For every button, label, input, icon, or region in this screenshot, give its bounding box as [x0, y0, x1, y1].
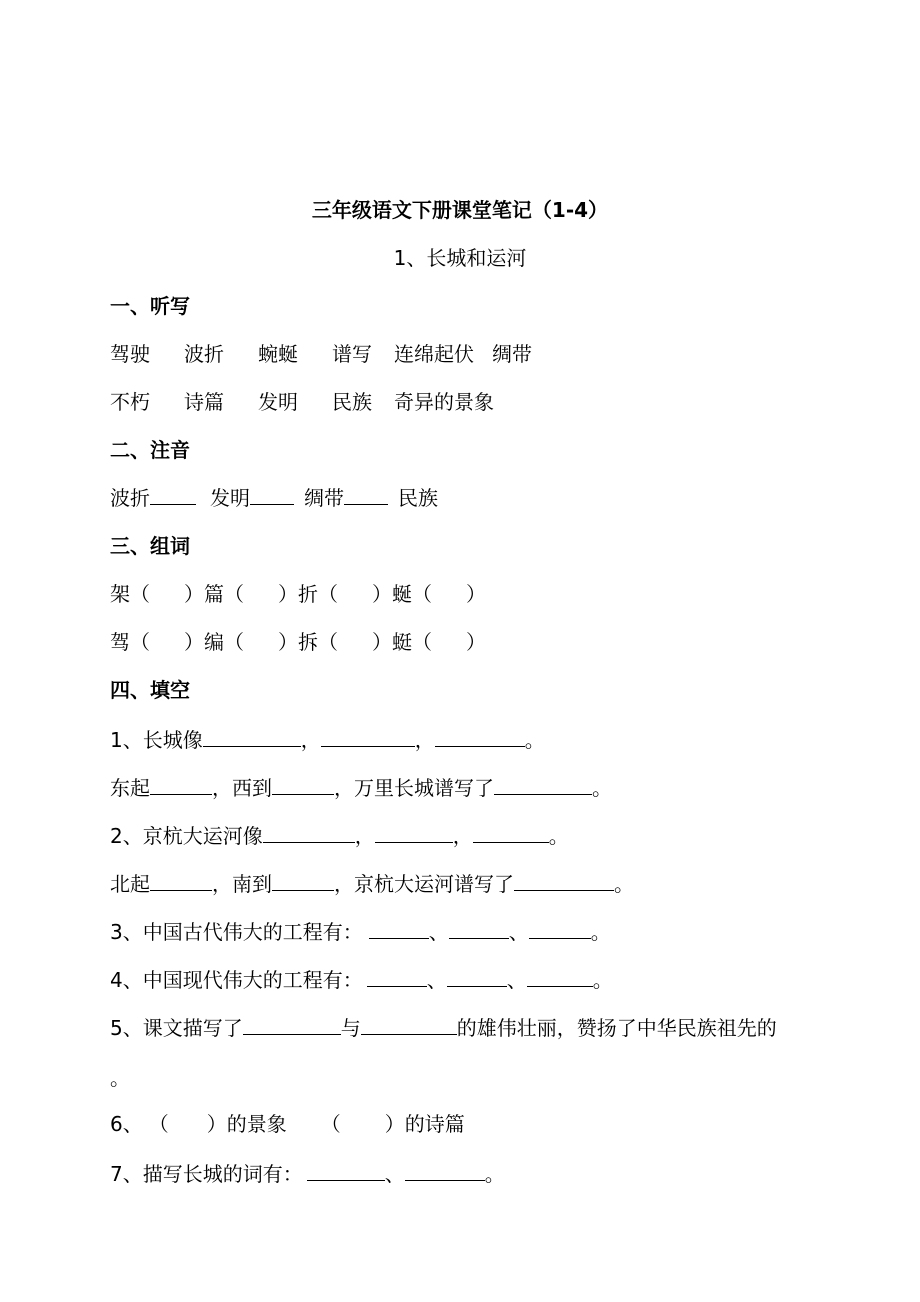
word: 驾驶: [110, 342, 150, 366]
punct: 、: [428, 920, 449, 944]
word: 波折: [184, 342, 224, 366]
blank[interactable]: [344, 486, 388, 505]
question-4: [110, 968, 613, 992]
question-text: 2、京杭大运河像: [110, 824, 263, 848]
question-text: 6、: [110, 1112, 143, 1136]
question-text: ，西到: [212, 776, 272, 800]
punct: 、: [506, 968, 527, 992]
punct: ，: [414, 728, 435, 752]
word: 民族: [398, 486, 438, 510]
section-heading-pinyin: 二、注音: [110, 438, 190, 462]
dictation-row-2: [110, 390, 494, 414]
blank[interactable]: [514, 872, 614, 891]
word-prompt: ）: [466, 582, 486, 606]
question-text: ，万里长城谱写了: [334, 776, 494, 800]
dictation-row-1: [110, 342, 532, 366]
blank[interactable]: [529, 920, 591, 939]
word-prompt: 架（: [110, 582, 150, 606]
question-text: 的雄伟壮丽，赞扬了中华民族祖先的: [456, 1016, 777, 1040]
question-2b: [110, 872, 634, 896]
lesson-title: 1、长城和运河: [393, 246, 527, 270]
punct: 、: [508, 920, 529, 944]
blank[interactable]: [494, 776, 592, 795]
punct: ，: [354, 824, 375, 848]
blank[interactable]: [361, 1016, 457, 1035]
blank[interactable]: [369, 920, 429, 939]
question-text: ）的景象: [206, 1112, 287, 1136]
blank[interactable]: [150, 486, 196, 505]
word-prompt: ）蜓（: [372, 630, 432, 654]
question-text: ）的诗篇: [384, 1112, 465, 1136]
blank[interactable]: [307, 1162, 385, 1181]
blank[interactable]: [405, 1162, 485, 1181]
question-1b: [110, 776, 612, 800]
punct: ，: [452, 824, 473, 848]
question-text: （: [320, 1112, 341, 1136]
page-title: 三年级语文下册课堂笔记（1-4）: [311, 198, 609, 222]
question-text: 东起: [110, 776, 150, 800]
blank[interactable]: [243, 1016, 341, 1035]
blank[interactable]: [263, 824, 355, 843]
word: 不朽: [110, 390, 150, 414]
question-text: 3、中国古代伟大的工程有：: [110, 920, 363, 944]
word: 奇异的景象: [394, 390, 494, 414]
blank[interactable]: [375, 824, 453, 843]
punct: 。: [484, 1162, 505, 1186]
word: 发明: [258, 390, 298, 414]
question-1a: [110, 728, 545, 752]
word: 诗篇: [184, 390, 224, 414]
blank[interactable]: [449, 920, 509, 939]
section-heading-dictation: 一、听写: [110, 294, 190, 318]
question-7: [110, 1162, 505, 1186]
blank[interactable]: [435, 728, 525, 747]
question-text: 北起: [110, 872, 150, 896]
blank[interactable]: [150, 872, 212, 891]
section-heading-fill: 四、填空: [110, 678, 190, 702]
word: 谱写: [332, 342, 372, 366]
question-5: [110, 1016, 777, 1040]
word: 蜿蜒: [258, 342, 298, 366]
word-prompt: ）篇（: [184, 582, 244, 606]
question-text: （: [148, 1112, 169, 1136]
word: 绸带: [492, 342, 532, 366]
question-3: [110, 920, 611, 944]
punct: 、: [384, 1162, 405, 1186]
blank[interactable]: [527, 968, 593, 987]
section-heading-words: 三、组词: [110, 534, 190, 558]
word-prompt: ）折（: [278, 582, 338, 606]
word: 绸带: [304, 486, 344, 510]
words-row-2: [110, 630, 486, 654]
blank[interactable]: [150, 776, 212, 795]
blank[interactable]: [473, 824, 549, 843]
question-text: ，南到: [212, 872, 272, 896]
word-prompt: ）: [466, 630, 486, 654]
question-text: 4、中国现代伟大的工程有：: [110, 968, 363, 992]
word-prompt: ）拆（: [278, 630, 338, 654]
punct: 。: [524, 728, 545, 752]
punct: 。: [590, 920, 611, 944]
punct: 、: [426, 968, 447, 992]
question-6: [110, 1112, 465, 1136]
question-text: ，京杭大运河谱写了: [334, 872, 514, 896]
question-2a: [110, 824, 569, 848]
word-prompt: ）编（: [184, 630, 244, 654]
blank[interactable]: [203, 728, 301, 747]
word-prompt: ）蜒（: [372, 582, 432, 606]
blank[interactable]: [447, 968, 507, 987]
punct: 。: [548, 824, 569, 848]
question-text: 5、课文描写了: [110, 1016, 243, 1040]
punct: ，: [300, 728, 321, 752]
blank[interactable]: [367, 968, 427, 987]
blank[interactable]: [272, 872, 334, 891]
word: 民族: [332, 390, 372, 414]
word: 波折: [110, 486, 150, 510]
question-text: 1、长城像: [110, 728, 203, 752]
word: 发明: [210, 486, 250, 510]
blank[interactable]: [272, 776, 334, 795]
blank[interactable]: [250, 486, 294, 505]
word: 连绵起伏: [394, 342, 474, 366]
punct: 。: [592, 776, 612, 800]
punct: 。: [592, 968, 613, 992]
blank[interactable]: [321, 728, 415, 747]
question-5-end: 。: [110, 1066, 130, 1090]
word-prompt: 驾（: [110, 630, 150, 654]
pinyin-row: [110, 486, 438, 510]
punct: 。: [614, 872, 634, 896]
words-row-1: [110, 582, 486, 606]
question-text: 7、描写长城的词有：: [110, 1162, 303, 1186]
question-text: 与: [340, 1016, 361, 1040]
